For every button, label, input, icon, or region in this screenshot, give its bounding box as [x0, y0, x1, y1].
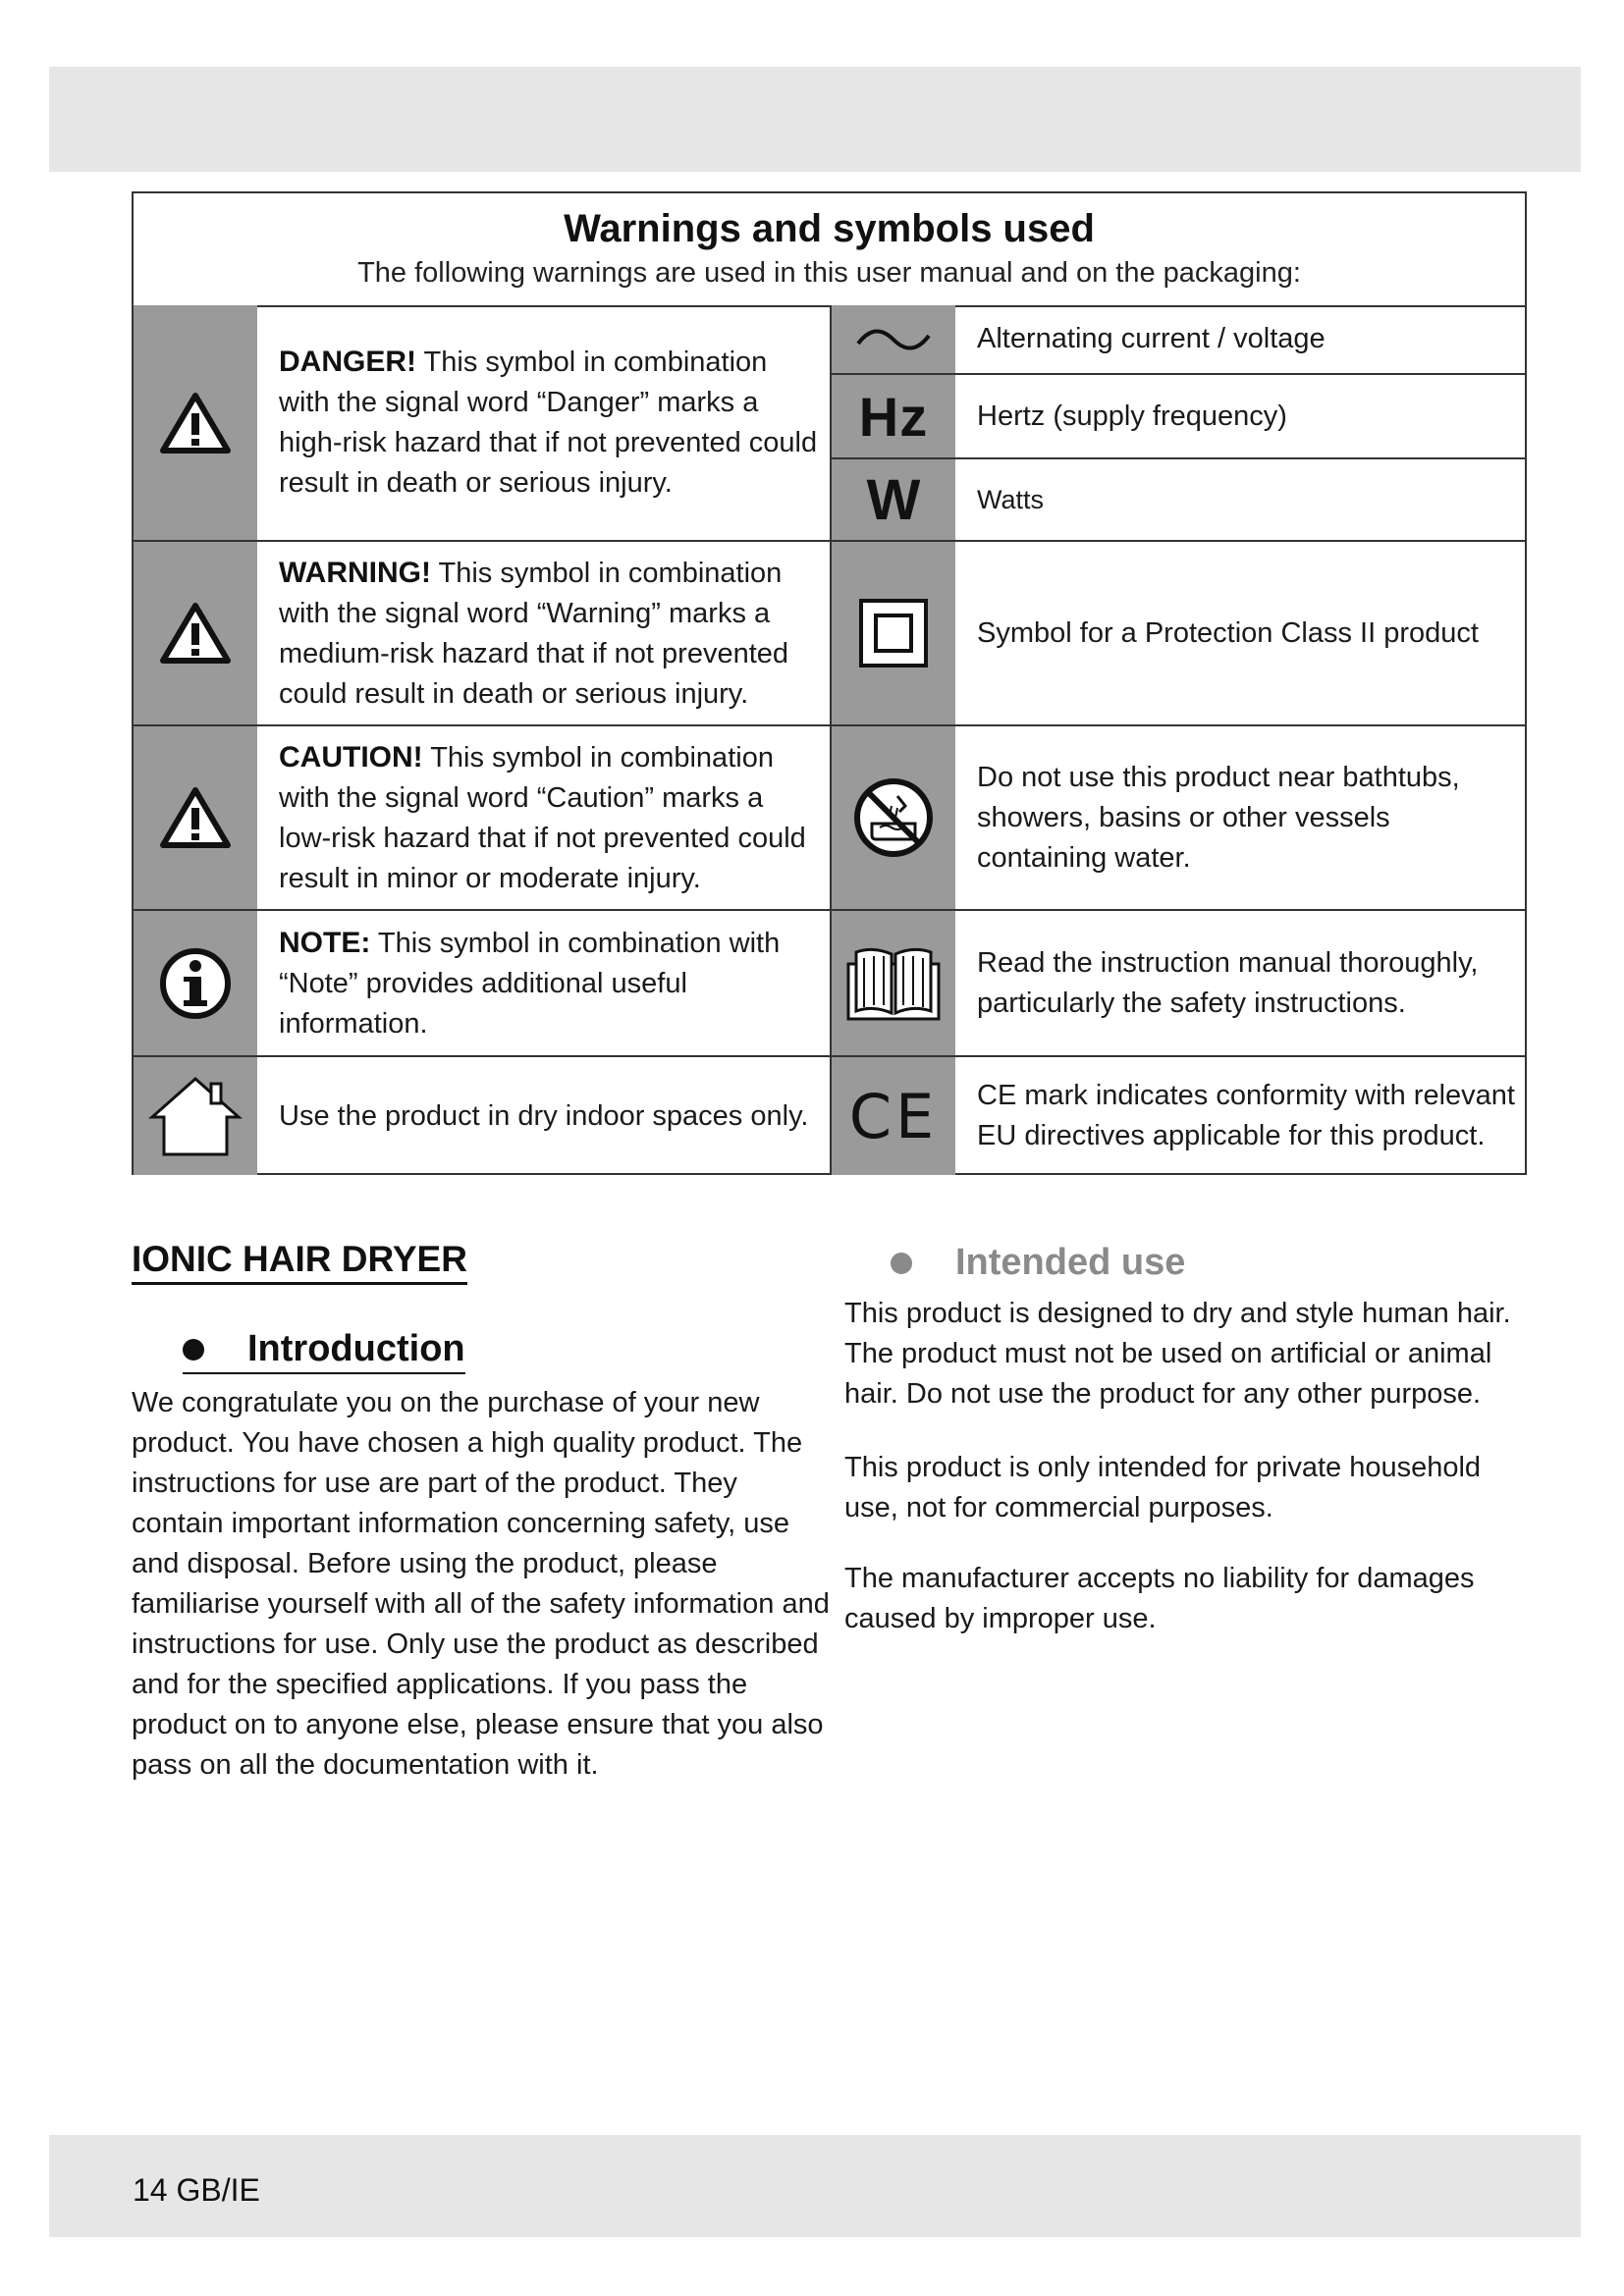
danger-text-cell — [257, 305, 830, 540]
house-icon — [148, 1074, 243, 1158]
note-description: This symbol in combination with “Note” provides additional useful information. — [279, 927, 781, 1040]
ce-description: CE mark indicates conformity with relevant EU directives applicable for this product. — [977, 1080, 1515, 1151]
protection-class-text-cell — [955, 542, 1527, 724]
no-water-text-cell — [955, 726, 1527, 909]
watts-description: Watts — [977, 484, 1045, 514]
intended-use-heading-text: Intended use — [955, 1242, 1186, 1283]
caution-description: This symbol in combination with the signal word “Caution” marks a low-risk hazard that if not prevented could result in minor or moderate injury. — [279, 741, 806, 894]
warning-triangle-icon — [160, 392, 231, 454]
ac-text-cell — [955, 305, 1527, 373]
intended-use-heading — [891, 1242, 1185, 1284]
no-water-icon-cell — [832, 726, 955, 909]
intended-use-paragraph-1: This product is designed to dry and style human hair. The product must not be used on artificial or animal hair. Do not use the product for any other purpose. — [844, 1298, 1511, 1410]
warning-description: This symbol in combination with the signal word “Warning” marks a medium-risk hazard that if not prevented could result in death or serious injury. — [279, 557, 789, 710]
no-water-icon — [852, 776, 935, 859]
danger-signal-word: DANGER! — [279, 346, 416, 378]
footer-band — [49, 2135, 1581, 2237]
product-title: IONIC HAIR DRYER — [132, 1239, 467, 1285]
read-manual-description: Read the instruction manual thoroughly, particularly the safety instructions. — [977, 946, 1479, 1019]
header-band — [49, 67, 1581, 172]
protection-class-description: Symbol for a Protection Class II product — [977, 616, 1479, 649]
caution-text-cell — [257, 726, 830, 909]
bullet-dot-icon — [891, 1253, 912, 1274]
warning-triangle-icon — [160, 602, 231, 665]
read-manual-text-cell — [955, 911, 1527, 1055]
alternating-current-icon — [854, 326, 933, 353]
introduction-heading — [183, 1328, 465, 1374]
introduction-text: We congratulate you on the purchase of your new product. You have chosen a high quality product. The instructions for use are part of the product. They contain important information concerning safety, use and disposal. Before using the product, please familiarise yourself with all of the safety information and instructions for use. Only use the product as described and for the specified applications. If you pass the product on to anyone else, please ensure that you also pass on all the documentation with it. — [132, 1387, 830, 1781]
watts-icon: W — [866, 467, 921, 532]
protection-class-icon-cell — [832, 542, 955, 724]
watts-icon-cell — [832, 459, 955, 540]
ac-description: Alternating current / voltage — [977, 323, 1326, 354]
indoor-description: Use the product in dry indoor spaces only. — [279, 1099, 809, 1132]
no-water-description: Do not use this product near bathtubs, showers, basins or other vessels containing water. — [977, 761, 1460, 874]
warning-triangle-icon — [160, 786, 231, 849]
hertz-icon-cell — [832, 375, 955, 457]
indoor-icon-cell — [134, 1057, 257, 1175]
warning-icon-cell — [134, 542, 257, 724]
warning-text-cell — [257, 542, 830, 724]
danger-description: This symbol in combination with the signal word “Danger” marks a high-risk hazard that if not prevented could result in death or serious injury. — [279, 347, 818, 499]
bullet-dot-icon — [183, 1339, 204, 1361]
hertz-icon: Hz — [858, 385, 929, 448]
note-signal-word: NOTE: — [279, 926, 371, 959]
info-icon — [158, 946, 233, 1021]
warnings-table — [132, 191, 1527, 1175]
introduction-heading-text: Introduction — [247, 1328, 465, 1369]
note-text-cell — [257, 911, 830, 1055]
ce-icon-cell — [832, 1057, 955, 1175]
intended-use-paragraph-2: This product is only intended for private household use, not for commercial purposes. — [844, 1452, 1482, 1523]
read-manual-icon — [846, 944, 941, 1023]
warnings-title: Warnings and symbols used — [564, 207, 1095, 250]
ce-mark-icon: CE — [848, 1080, 939, 1152]
caution-icon-cell — [134, 726, 257, 909]
note-icon-cell — [134, 911, 257, 1055]
read-manual-icon-cell — [832, 911, 955, 1055]
intended-use-paragraph-3: The manufacturer accepts no liability for damages caused by improper use. — [844, 1563, 1475, 1634]
hertz-text-cell — [955, 375, 1527, 457]
caution-signal-word: CAUTION! — [279, 740, 423, 774]
warnings-header — [134, 193, 1525, 307]
danger-icon-cell — [134, 305, 257, 540]
ac-icon-cell — [832, 305, 955, 373]
hertz-description: Hertz (supply frequency) — [977, 400, 1287, 432]
ce-text-cell — [955, 1057, 1527, 1175]
protection-class-ii-icon — [858, 598, 929, 668]
watts-text-cell — [955, 459, 1527, 540]
page-number: 14 GB/IE — [133, 2172, 260, 2208]
indoor-text-cell — [257, 1057, 830, 1175]
warnings-subtitle: The following warnings are used in this user manual and on the packaging: — [357, 257, 1301, 289]
warning-signal-word: WARNING! — [279, 556, 431, 589]
